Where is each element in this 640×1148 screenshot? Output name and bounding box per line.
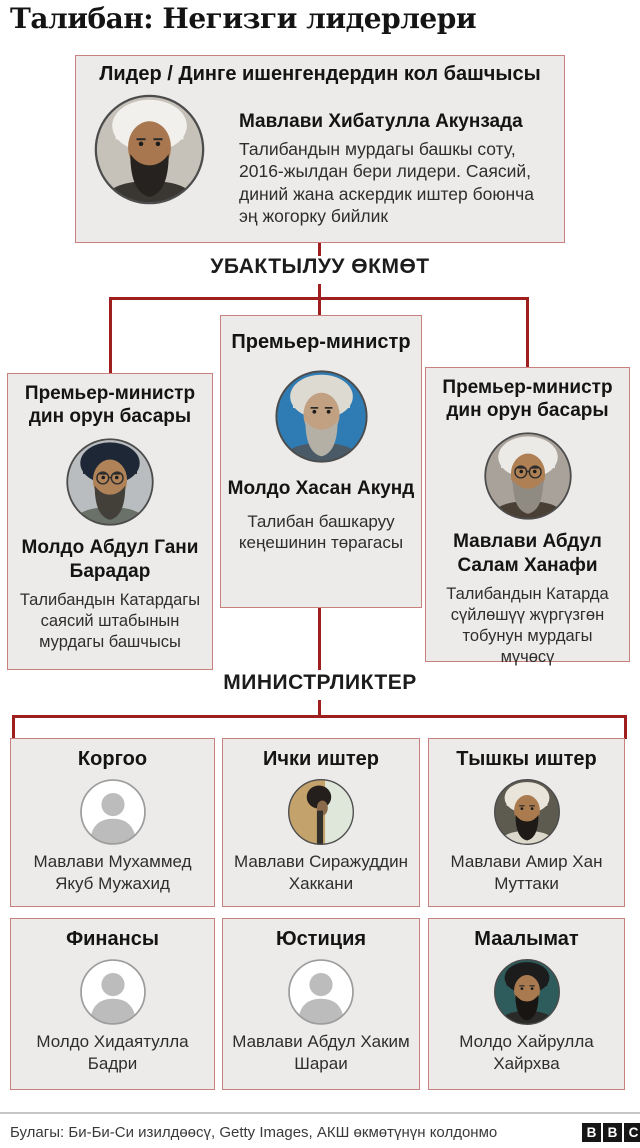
bbc-logo-letter: B (603, 1123, 622, 1142)
leader-card-title: Лидер / Динге ишенгендердин кол башчысы (99, 63, 541, 85)
ministry-title: Финансы (66, 928, 159, 950)
bbc-logo-letter: C (624, 1123, 640, 1142)
connector-ministries-bracket (12, 715, 627, 718)
prime-minister-card (220, 315, 422, 608)
leader-description: Талибандын мурдагы башкы соту, 2016-жылдан бери лидери. Саясий, диний жана аскердик иштер боюнча эң жогорку бийлик (239, 139, 535, 227)
prime-minister-name: Молдо Хасан Акунд (227, 478, 415, 500)
prime-minister-description: Талибан башкаруу кеңешинин төрагасы (238, 511, 404, 553)
connector-government-left-drop (109, 297, 112, 373)
deputy-pm-left-photo (65, 437, 155, 527)
minister-name: Молдо Хайрулла Хайрхва (459, 1032, 594, 1074)
deputy-pm-right-photo (483, 431, 573, 521)
page-title: Талибан: Негизги лидерлери (10, 2, 477, 35)
prime-minister-photo (274, 369, 369, 464)
minister-name: Молдо Хидаятулла Бадри (36, 1032, 189, 1074)
connector-ministries-down (318, 700, 321, 716)
minister-photo-placeholder (79, 958, 147, 1026)
ministry-title: Маалымат (474, 928, 579, 950)
ministry-card-finance (10, 918, 215, 1090)
section-heading-government: УБАКТЫЛУУ ӨКМӨТ (210, 255, 430, 278)
ministry-card-defense (10, 738, 215, 907)
ministry-card-information (428, 918, 625, 1090)
ministry-title: Юстиция (275, 928, 367, 950)
minister-name: Мавлави Абдул Хаким Шараи (232, 1032, 410, 1074)
connector-pm-down (318, 608, 321, 670)
ministry-title: Тышкы иштер (456, 748, 597, 770)
ministry-card-interior (222, 738, 420, 907)
footer-divider (0, 1112, 640, 1114)
connector-government-right-drop (526, 297, 529, 367)
leader-card (75, 55, 565, 243)
ministry-card-justice (222, 918, 420, 1090)
deputy-pm-right-title: Премьер-министр дин орун басары (442, 377, 613, 422)
ministry-title: Коргоо (77, 748, 148, 770)
deputy-pm-right-description: Талибандын Катарда сүйлөшүү жүргүзгөн тобунун мурдагы мүчөсү (446, 584, 609, 666)
connector-ministries-right-drop (624, 715, 627, 739)
connector-government-down (318, 284, 321, 298)
leader-text-block (239, 111, 549, 228)
deputy-pm-right-name: Мавлави Абдул Салам Ханафи (453, 531, 602, 576)
leader-photo (93, 93, 206, 206)
connector-ministries-left-drop (12, 715, 15, 739)
minister-name: Мавлави Амир Хан Муттаки (450, 852, 603, 894)
deputy-pm-left-title: Премьер-министр дин орун басары (24, 383, 196, 428)
deputy-pm-left-name: Молдо Абдул Гани Барадар (21, 537, 199, 582)
bbc-logo (582, 1123, 640, 1142)
ministry-card-foreign (428, 738, 625, 907)
minister-photo-placeholder (287, 958, 355, 1026)
minister-photo (493, 778, 561, 846)
ministry-title: Ички иштер (263, 748, 379, 770)
deputy-pm-left-description: Талибандын Катардагы саясий штабынын мурдагы башчысы (19, 590, 201, 651)
prime-minister-title: Премьер-министр (231, 331, 411, 353)
leader-name: Мавлави Хибатулла Акунзада (239, 111, 523, 132)
minister-photo (287, 778, 355, 846)
section-heading-ministries: МИНИСТРЛИКТЕР (223, 671, 417, 694)
connector-government-center-drop (318, 297, 321, 315)
deputy-pm-right-card (425, 367, 630, 666)
bbc-logo-letter: B (582, 1123, 601, 1142)
minister-name: Мавлави Сиражуддин Хаккани (234, 852, 408, 894)
minister-name: Мавлави Мухаммед Якуб Мужахид (33, 852, 192, 894)
minister-photo (493, 958, 561, 1026)
source-credit: Булагы: Би-Би-Си изилдөөсү, Getty Images, АКШ өкмөтүнүн колдонмо (10, 1124, 498, 1141)
deputy-pm-left-card (7, 373, 213, 670)
minister-photo-placeholder (79, 778, 147, 846)
